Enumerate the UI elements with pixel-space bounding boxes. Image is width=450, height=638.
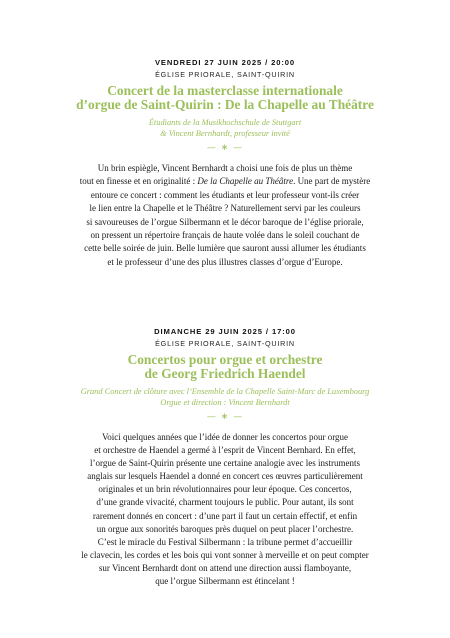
event-title: Concert de la masterclasse internationale d’orgue de Saint-Quirin : De la Chapelle au Théâtre [76, 83, 374, 112]
event-haendel-concertos [0, 327, 450, 588]
event-title: Concertos pour orgue et orchestre de Georg Friedrich Haendel [127, 352, 323, 381]
event-performers: Étudiants de la Musikhochschule de Stuttgart & Vincent Bernhardt, professeur invité [148, 118, 302, 138]
ornament-divider: — ∗ — [206, 143, 244, 153]
event-description [0, 162, 450, 269]
event-date: VENDREDI 27 JUIN 2025 / 20:00 [154, 58, 296, 67]
description-text-end: . Une part de mystère entoure ce concert : comment les étudiants et leur professeur vont-ils créer le lien entre la Chapelle et le Théâtre ? Naturellement servi par les couleurs si savoureuses de l’orgue Silbermann et le décor baroque de l’église priorale, on pressent un répertoire français de haute volée dans le soleil couchant de cette belle soirée de juin. Belle lumière que sauront aussi allumer les étudiants et le professeur d’une des plus illustres classes d’orgue d’Europe. [84, 176, 371, 267]
event-performers: Grand Concert de clôture avec l’Ensemble de la Chapelle Saint-Marc de Luxembourg Orgue et direction : Vincent Bernhardt [80, 387, 370, 407]
event-venue: ÉGLISE PRIORALE, SAINT-QUIRIN [155, 339, 295, 348]
description-emphasis: De la Chapelle au Théâtre [197, 176, 294, 187]
description-text-start: Un brin espiègle, Vincent Bernhardt a choisi une fois de plus un thème tout en finesse et en originalité : [79, 163, 353, 187]
event-venue: ÉGLISE PRIORALE, SAINT-QUIRIN [155, 70, 295, 79]
event-masterclass-concert [0, 58, 450, 269]
event-description: Voici quelques années que l’idée de donner les concertos pour orgue et orchestre de Haendel a germé à l’esprit de Vincent Bernhard. En effet, l’orgue de Saint-Quirin présente une certaine analogie avec les instruments anglais sur lesquels Haendel a donné en concert ces œuvres particulièrement originales et un brin révolutionnaires pour leur époque. Ces concertos, d’une grande vivacité, charment toujours le public. Pour autant, ils sont rarement donnés en concert : d’une part il faut un certain effectif, et enfin un orgue aux sonorités baroques près duquel on peut placer l’orchestre. C’est le miracle du Festival Silbermann : la tribune permet d’accueillir le clavecin, les cordes et les bois qui vont sonner à merveille et on peut compter sur Vincent Bernhardt dont on attend une direction aussi flamboyante, que l’orgue Silbermann est étincelant ! [81, 432, 369, 587]
ornament-divider: — ∗ — [206, 412, 244, 422]
event-date: DIMANCHE 29 JUIN 2025 / 17:00 [154, 327, 296, 336]
